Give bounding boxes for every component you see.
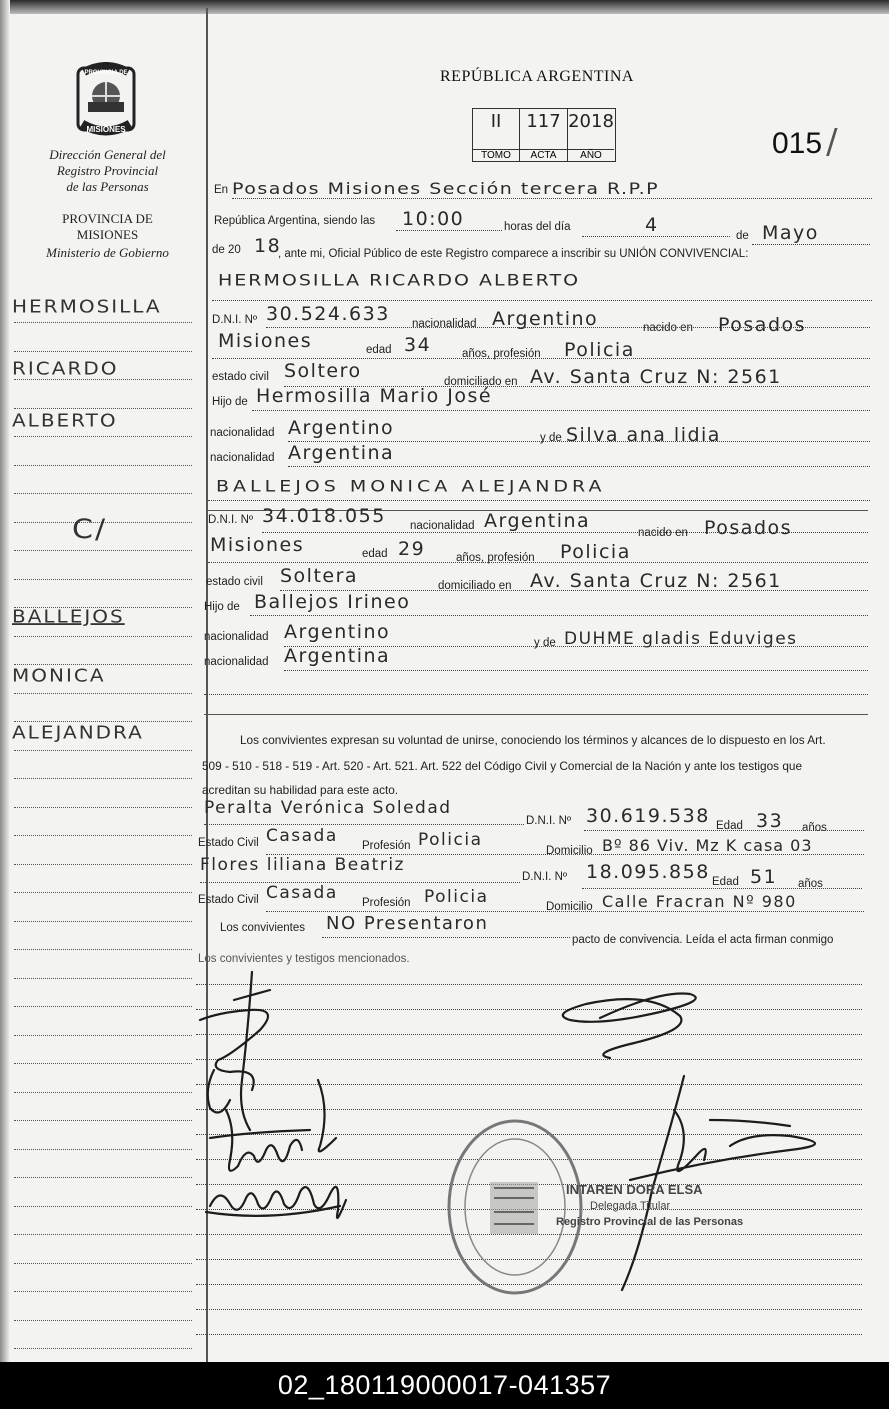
p2-nombre-line bbox=[208, 500, 870, 501]
t1-edad-label: Edad bbox=[716, 820, 743, 832]
org-line2: Registro Provincial bbox=[56, 163, 159, 178]
p2-edad-line bbox=[208, 562, 868, 563]
p1-dni-line bbox=[266, 327, 870, 328]
left-ruled-line bbox=[14, 1177, 192, 1178]
logo-top-text: PROVINCIA DE bbox=[84, 70, 128, 76]
closing-los-conv-label: Los convivientes bbox=[220, 922, 306, 934]
p2-nombre: BALLEJOS MONICA ALEJANDRA bbox=[216, 477, 606, 496]
left-ruled-line bbox=[14, 379, 192, 380]
closing-pacto-value: NO Presentaron bbox=[326, 913, 489, 934]
p1-padre: Hermosilla Mario José bbox=[256, 385, 493, 407]
t2-nombre: Flores liliana Beatriz bbox=[200, 855, 405, 875]
margin-name-7: ALEJANDRA bbox=[12, 721, 144, 743]
p2-padre: Ballejos Irineo bbox=[254, 591, 411, 613]
p1-dni: 30.524.633 bbox=[266, 303, 390, 325]
t1-dni-line bbox=[584, 830, 864, 831]
p1-dom: Av. Santa Cruz N: 2561 bbox=[530, 366, 782, 388]
legal-line2: 509 - 510 - 518 - 519 - Art. 520 - Art. 521. Art. 522 del Código Civil y Comercial de la Nación y ante los testigos que bbox=[202, 759, 802, 773]
p1-padre-nac: Argentino bbox=[288, 417, 395, 439]
page-number-mark: / bbox=[826, 122, 838, 162]
t1-dom: Bº 86 Viv. Mz K casa 03 bbox=[602, 836, 813, 855]
de20-label: de 20 bbox=[212, 244, 241, 256]
tomo-cell bbox=[473, 109, 520, 161]
left-ruled-line bbox=[14, 921, 192, 922]
left-ruled-line bbox=[14, 579, 192, 580]
page-left-shadow bbox=[0, 0, 10, 1362]
p2-edad: 29 bbox=[398, 538, 426, 560]
p1-madre-nac-label: nacionalidad bbox=[210, 452, 275, 464]
p1-hijo-label: Hijo de bbox=[212, 396, 248, 408]
acta-cell bbox=[520, 109, 568, 161]
left-ruled-line bbox=[14, 550, 192, 551]
rep-label: República Argentina, siendo las bbox=[214, 215, 376, 227]
t2-edad: 51 bbox=[750, 866, 778, 888]
t1-nombre: Peralta Verónica Soledad bbox=[204, 798, 452, 818]
anio-label: AÑO bbox=[568, 149, 614, 161]
page-number-digits: 015 bbox=[772, 127, 823, 160]
left-ruled-line bbox=[14, 1120, 192, 1121]
p2-civil-label: estado civil bbox=[206, 576, 263, 588]
signature-ruled-line bbox=[196, 1309, 862, 1310]
left-ruled-line bbox=[14, 1092, 192, 1093]
p2-dni-line bbox=[262, 532, 868, 533]
p1-padre-nac-label: nacionalidad bbox=[210, 427, 275, 439]
p1-padre-line bbox=[252, 410, 870, 411]
t1-civil: Casada bbox=[266, 826, 338, 846]
p2-madre-nac-label: nacionalidad bbox=[204, 656, 269, 668]
anio-cell bbox=[568, 109, 614, 161]
left-ruled-line bbox=[14, 1320, 192, 1321]
mes-line bbox=[752, 244, 870, 245]
p1-civil: Soltero bbox=[284, 360, 362, 382]
t2-dom: Calle Fracran Nº 980 bbox=[602, 892, 797, 911]
p1-edad: 34 bbox=[404, 334, 432, 356]
p2-nac-label: nacionalidad bbox=[410, 520, 475, 532]
p1-nacido-label: nacido en bbox=[643, 322, 693, 334]
t2-civil-label: Estado Civil bbox=[198, 894, 259, 906]
margin-name-3: ALBERTO bbox=[12, 409, 118, 431]
left-ruled-line bbox=[14, 750, 192, 751]
stamp-name: INTAREN DORA ELSA bbox=[566, 1182, 703, 1197]
legal-line3: acreditan su habilidad para este acto. bbox=[202, 783, 399, 797]
country-title: REPÚBLICA ARGENTINA bbox=[440, 68, 634, 85]
p1-dom-label: domiciliado en bbox=[444, 376, 518, 388]
t2-dom-label: Domicilio bbox=[546, 901, 593, 913]
left-ruled-line bbox=[14, 1149, 192, 1150]
en-label: En bbox=[214, 184, 229, 196]
p1-anos-prof-label: años, profesión bbox=[462, 348, 541, 360]
p1-nacido: Posados bbox=[718, 314, 807, 336]
hora-line bbox=[396, 230, 502, 231]
t1-nombre-line bbox=[204, 824, 524, 825]
t2-edad-label: Edad bbox=[712, 876, 739, 888]
left-ruled-line bbox=[14, 835, 192, 836]
t2-prof: Policia bbox=[424, 887, 489, 907]
p2-madre-nac-line bbox=[284, 670, 868, 671]
tomo-acta-anio-box bbox=[472, 108, 616, 162]
t1-prof-label: Profesión bbox=[362, 840, 411, 852]
margin-name-2: RICARDO bbox=[12, 357, 119, 379]
t2-nombre-line bbox=[200, 882, 520, 883]
acta-value: 117 bbox=[526, 111, 561, 132]
left-ruled-line bbox=[14, 636, 192, 637]
p1-civil-label: estado civil bbox=[212, 371, 269, 383]
left-ruled-line bbox=[14, 1035, 192, 1036]
tomo-value: II bbox=[490, 111, 502, 132]
left-ruled-line bbox=[14, 1291, 192, 1292]
p1-nombre-line bbox=[212, 300, 872, 301]
left-ruled-line bbox=[14, 978, 192, 979]
logo-bottom-text: MISIONES bbox=[86, 125, 126, 134]
p1-edad-line bbox=[212, 358, 870, 359]
p1-nac: Argentino bbox=[492, 308, 599, 330]
t1-edad: 33 bbox=[756, 810, 784, 832]
mes-value: Mayo bbox=[762, 222, 819, 244]
margin-name-5: BALLEJOS bbox=[12, 605, 125, 627]
left-ruled-line bbox=[14, 1348, 192, 1349]
p2-dni: 34.018.055 bbox=[262, 505, 386, 527]
anio2-value: 18 bbox=[254, 235, 282, 257]
dia-value: 4 bbox=[645, 214, 659, 236]
margin-name-1: HERMOSILLA bbox=[12, 295, 162, 317]
section-separator bbox=[204, 714, 868, 715]
p1-nac-label: nacionalidad bbox=[412, 318, 477, 330]
p2-dni-label: D.N.I. Nº bbox=[208, 514, 254, 526]
closing-pacto-label: pacto de convivencia. Leída el acta firman conmigo bbox=[572, 934, 834, 946]
p2-padre-nac-label: nacionalidad bbox=[204, 631, 269, 643]
p1-madre-nac: Argentina bbox=[288, 442, 395, 464]
p2-madre: DUHME gladis Eduviges bbox=[564, 629, 798, 649]
dia-line bbox=[582, 236, 730, 237]
left-ruled-line bbox=[14, 322, 192, 323]
left-ruled-line bbox=[14, 1206, 192, 1207]
t1-dom-label: Domicilio bbox=[546, 845, 593, 857]
t2-dni: 18.095.858 bbox=[586, 861, 710, 883]
anio-value: 2018 bbox=[568, 111, 614, 132]
p2-nac: Argentina bbox=[484, 510, 591, 532]
p2-padre-line bbox=[250, 615, 868, 616]
closing-line2: Los convivientes y testigos mencionados. bbox=[198, 953, 410, 965]
left-ruled-line bbox=[14, 778, 192, 779]
left-ruled-line bbox=[14, 693, 192, 694]
province-seal-logo bbox=[70, 62, 142, 140]
left-ruled-line bbox=[14, 436, 192, 437]
page-top-shadow bbox=[0, 0, 889, 14]
legal-line1: Los convivientes expresan su voluntad de unirse, conociendo los términos y alcances de lo dispuesto en los Art. bbox=[240, 733, 826, 747]
p1-nacido2: Misiones bbox=[218, 330, 313, 352]
ante-label: , ante mi, Oficial Público de este Registro comparece a inscribir su UNIÓN CONVIVENCIAL: bbox=[278, 248, 749, 260]
left-ruled-line bbox=[14, 493, 192, 494]
p1-madre-nac-line bbox=[288, 466, 870, 467]
p2-yde-label: y de bbox=[534, 637, 556, 649]
p1-prof: Policia bbox=[564, 339, 635, 361]
prov-line2: MISIONES bbox=[76, 227, 139, 242]
t2-anos-label: años bbox=[798, 878, 823, 890]
p2-anos-prof-label: años, profesión bbox=[456, 552, 535, 564]
acta-label: ACTA bbox=[520, 149, 567, 161]
p2-prof: Policia bbox=[560, 541, 631, 563]
t1-anos-label: años bbox=[802, 822, 827, 834]
t1-dni-label: D.N.I. Nº bbox=[526, 815, 572, 827]
horas-label: horas del día bbox=[504, 221, 571, 233]
tomo-label: TOMO bbox=[473, 149, 519, 161]
margin-name-6: MONICA bbox=[12, 664, 106, 686]
t2-dni-line bbox=[582, 888, 862, 889]
p1-nombre: HERMOSILLA RICARDO ALBERTO bbox=[218, 271, 581, 290]
de-label: de bbox=[736, 230, 749, 242]
p2-hijo-label: Hijo de bbox=[204, 601, 240, 613]
left-ruled-line bbox=[14, 1006, 192, 1007]
en-value: Posados Misiones Sección tercera R.P.P bbox=[232, 179, 660, 198]
t1-civil-label: Estado Civil bbox=[198, 837, 259, 849]
t2-civil-line bbox=[266, 911, 864, 912]
left-ruled-line bbox=[14, 1263, 192, 1264]
official-stamp bbox=[440, 1112, 590, 1302]
stamp-office: Registro Provincial de las Personas bbox=[556, 1216, 744, 1228]
left-ruled-line bbox=[14, 864, 192, 865]
p2-padre-nac: Argentino bbox=[284, 621, 391, 643]
t2-prof-label: Profesión bbox=[362, 897, 411, 909]
left-ruled-line bbox=[14, 949, 192, 950]
p2-blank-line bbox=[204, 694, 868, 695]
t2-civil: Casada bbox=[266, 883, 338, 903]
signature-ruled-line bbox=[196, 1334, 862, 1335]
page-number bbox=[772, 122, 838, 162]
stamp-role: Delegada Titular bbox=[590, 1200, 671, 1212]
document-code-footer: 02_180119000017-041357 bbox=[0, 1362, 889, 1409]
p2-nacido: Posados bbox=[704, 517, 793, 539]
closing-pacto-line bbox=[322, 937, 570, 938]
left-ruled-line bbox=[14, 465, 192, 466]
p2-edad-label: edad bbox=[362, 548, 388, 560]
left-ruled-line bbox=[14, 1234, 192, 1235]
p2-dom-label: domiciliado en bbox=[438, 580, 512, 592]
t1-dni: 30.619.538 bbox=[586, 805, 710, 827]
left-ruled-line bbox=[14, 1063, 192, 1064]
p1-yde-label: y de bbox=[540, 432, 562, 444]
en-line bbox=[232, 198, 872, 199]
t1-prof: Policia bbox=[418, 830, 483, 850]
p2-civil: Soltera bbox=[280, 565, 359, 587]
p1-dni-label: D.N.I. Nº bbox=[212, 314, 258, 326]
p2-madre-nac: Argentina bbox=[284, 645, 391, 667]
t2-dni-label: D.N.I. Nº bbox=[522, 871, 568, 883]
left-ruled-line bbox=[14, 807, 192, 808]
p1-madre: Silva ana lidia bbox=[566, 424, 721, 446]
org-line1: Dirección General del bbox=[49, 147, 166, 162]
ministry-line: Ministerio de Gobierno bbox=[46, 245, 169, 260]
left-ruled-line bbox=[14, 351, 192, 352]
margin-name-4: C/ bbox=[72, 513, 108, 546]
org-line3: de las Personas bbox=[66, 179, 149, 194]
p2-dom: Av. Santa Cruz N: 2561 bbox=[530, 570, 782, 592]
p2-nacido-label: nacido en bbox=[638, 527, 688, 539]
p1-edad-label: edad bbox=[366, 344, 392, 356]
p2-nacido2: Misiones bbox=[210, 534, 305, 556]
prov-line1: PROVINCIA DE bbox=[62, 211, 153, 226]
hora-value: 10:00 bbox=[402, 208, 465, 230]
left-ruled-line bbox=[14, 892, 192, 893]
